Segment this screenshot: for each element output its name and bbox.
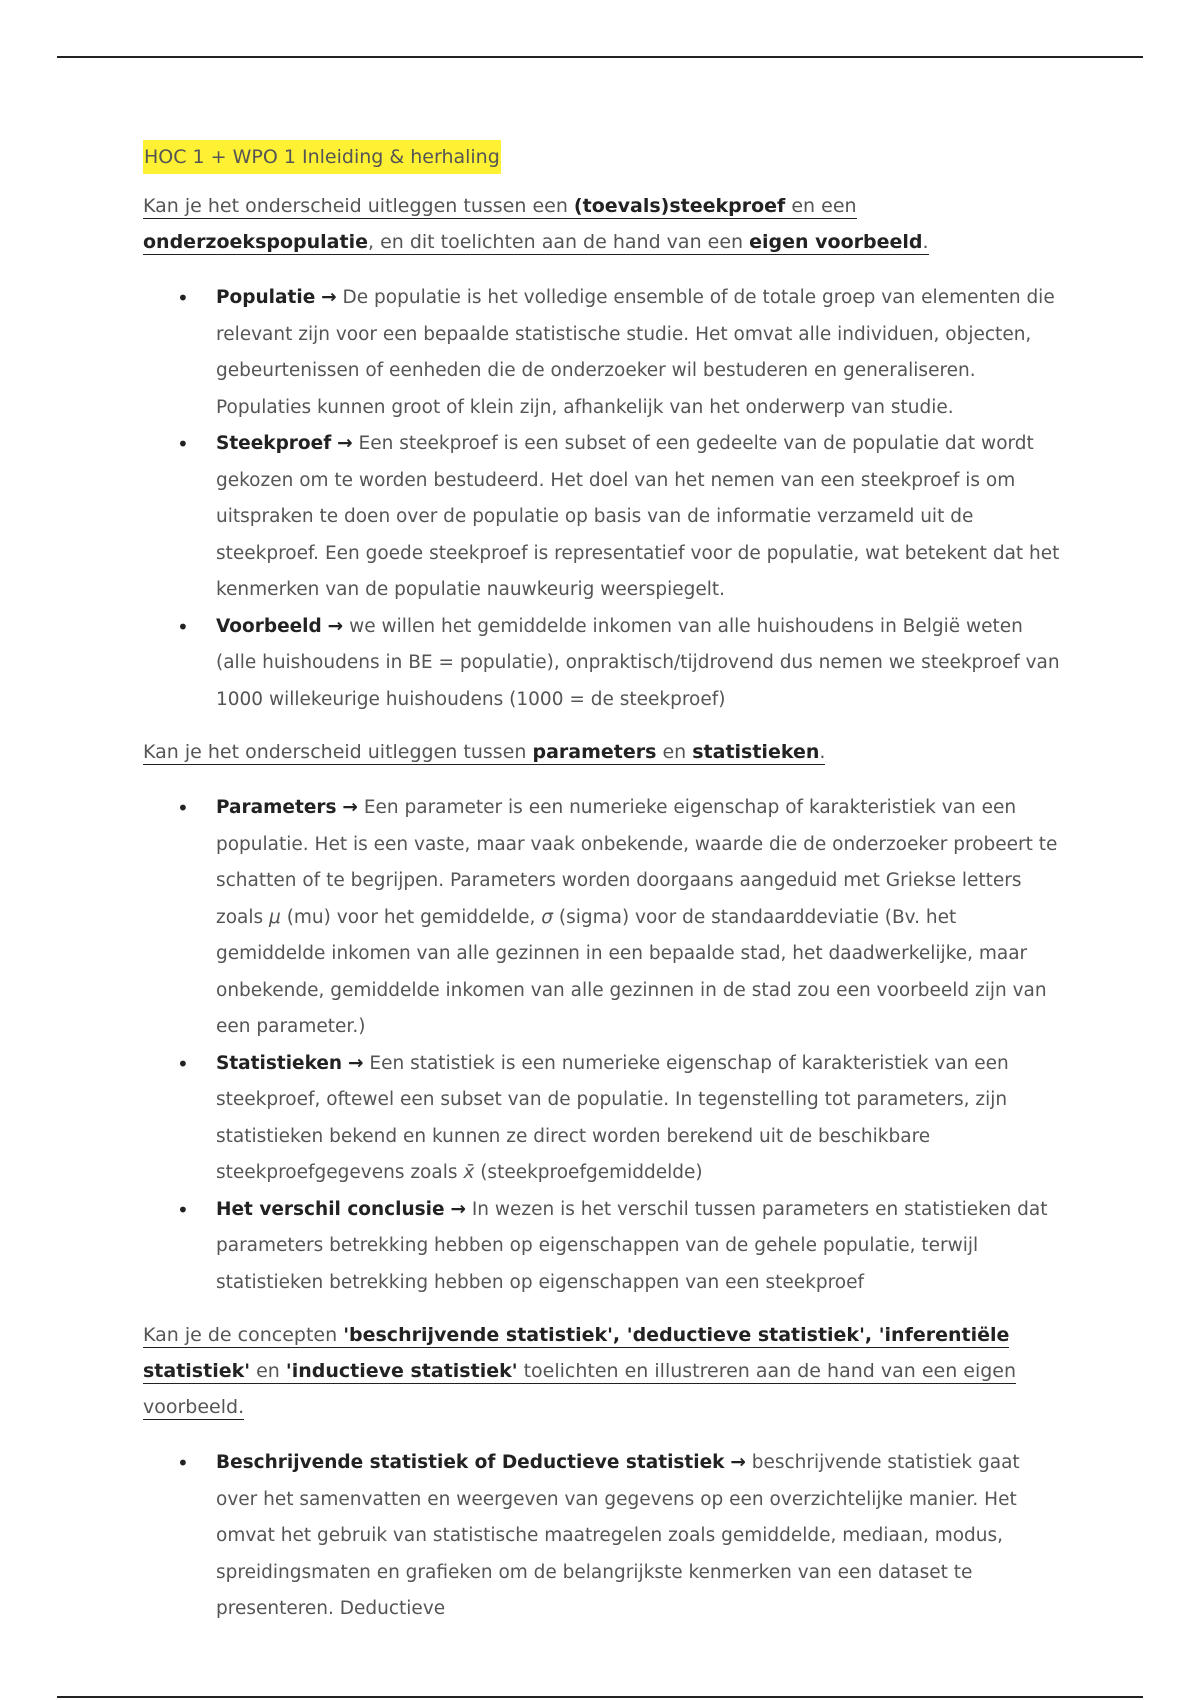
list-item-statistieken: • Statistieken → Een statistiek is een numerieke eigenschap of karakteristiek van een steekproef, oftewel een subset van de populatie. In tegenstelling tot parameters, zijn statistieken bekend en kunnen ze direct worden berekend uit de beschikbare steekproefgegevens zoals x̄ (steekproefgemiddelde) [143, 1046, 1063, 1192]
arrow-icon: → [730, 1452, 746, 1473]
header-rule [57, 56, 1143, 58]
answer-list-3 [143, 1445, 1063, 1628]
sigma-symbol: σ [541, 906, 553, 928]
bullet-icon: • [177, 286, 189, 310]
list-item-steekproef: • Steekproef → Een steekproef is een subset of een gedeelte van de populatie dat wordt gekozen om te worden bestudeerd. Het doel van het nemen van een steekproef is om uitspraken te doen over de populatie op basis van de informatie verzameld uit de steekproef. Een goede steekproef is representatief voor de populatie, wat betekent dat het kenmerken van de populatie nauwkeurig weerspiegelt. [143, 426, 1063, 609]
bullet-icon: • [177, 1451, 189, 1475]
list-item-parameters: • Parameters → Een parameter is een numerieke eigenschap of karakteristiek van een populatie. Het is een vaste, maar vaak onbekende, waarde die de onderzoeker probeert te schatten of te begrijpen. Parameters worden doorgaans aangeduid met Griekse letters zoals μ (mu) voor het gemiddelde, σ (sigma) voor de standaarddeviatie (Bv. het gemiddelde inkomen van alle gezinnen in een bepaalde stad, het daadwerkelijke, maar onbekende, gemiddelde inkomen van alle gezinnen in de stad zou een voorbeeld zijn van een parameter.) [143, 790, 1063, 1046]
arrow-icon: → [348, 1052, 364, 1074]
arrow-icon: → [342, 797, 358, 818]
question-2: Kan je het onderscheid uitleggen tussen parameters en statistieken. [143, 741, 826, 763]
arrow-icon: → [337, 433, 353, 454]
bullet-icon: • [177, 432, 189, 456]
bullet-icon: • [177, 1197, 189, 1222]
xbar-symbol: x̄ [463, 1162, 475, 1183]
list-item-voorbeeld: • Voorbeeld → we willen het gemiddelde inkomen van alle huishoudens in België weten (alle huishoudens in BE = populatie), onpraktisch/tijdrovend dus nemen we steekproef van 1000 willekeurige huishoudens (1000 = de steekproef) [143, 609, 1063, 719]
question-1: Kan je het onderscheid uitleggen tussen een (toevals)steekproef en een onderzoekspopulatie, en dit toelichten aan de hand van een eigen voorbeeld. [143, 195, 929, 253]
list-item-verschil: • Het verschil conclusie → In wezen is het verschil tussen parameters en statistieken dat parameters betrekking hebben op eigenschappen van de gehele populatie, terwijl statistieken betrekking hebben op eigenschappen van een steekproef [143, 1192, 1063, 1302]
list-item-beschrijvende-statistiek: • Beschrijvende statistiek of Deductieve statistiek → beschrijvende statistiek gaat over het samenvatten en weergeven van gegevens op een overzichtelijke manier. Het omvat het gebruik van statistische maatregelen zoals gemiddelde, mediaan, modus, spreidingsmaten en grafieken om de belangrijkste kenmerken van een dataset te presenteren. Deductieve [143, 1445, 1063, 1628]
bullet-icon: • [177, 796, 189, 820]
section-title: HOC 1 + WPO 1 Inleiding & herhaling [143, 140, 501, 174]
answer-list-1 [143, 280, 1063, 718]
list-item-populatie: • Populatie → De populatie is het volledige ensemble of de totale groep van elementen die relevant zijn voor een bepaalde statistische studie. Het omvat alle individuen, objecten, gebeurtenissen of eenheden die de onderzoeker wil bestuderen en generaliseren. Populaties kunnen groot of klein zijn, afhankelijk van het onderwerp van studie. [143, 280, 1063, 426]
answer-list-2 [143, 790, 1063, 1301]
arrow-icon: → [450, 1198, 466, 1220]
mu-symbol: μ [269, 906, 281, 928]
arrow-icon: → [327, 615, 344, 637]
bullet-icon: • [177, 1051, 189, 1076]
document-body [143, 140, 1063, 1644]
question-3: Kan je de concepten 'beschrijvende statistiek', 'deductieve statistiek', 'inferentiële statistiek' en 'inductieve statistiek' toelichten en illustreren aan de hand van een eigen voorbeeld. [143, 1324, 1017, 1418]
footer-rule [57, 1696, 1143, 1698]
bullet-icon: • [177, 614, 189, 639]
arrow-icon: → [321, 287, 337, 308]
